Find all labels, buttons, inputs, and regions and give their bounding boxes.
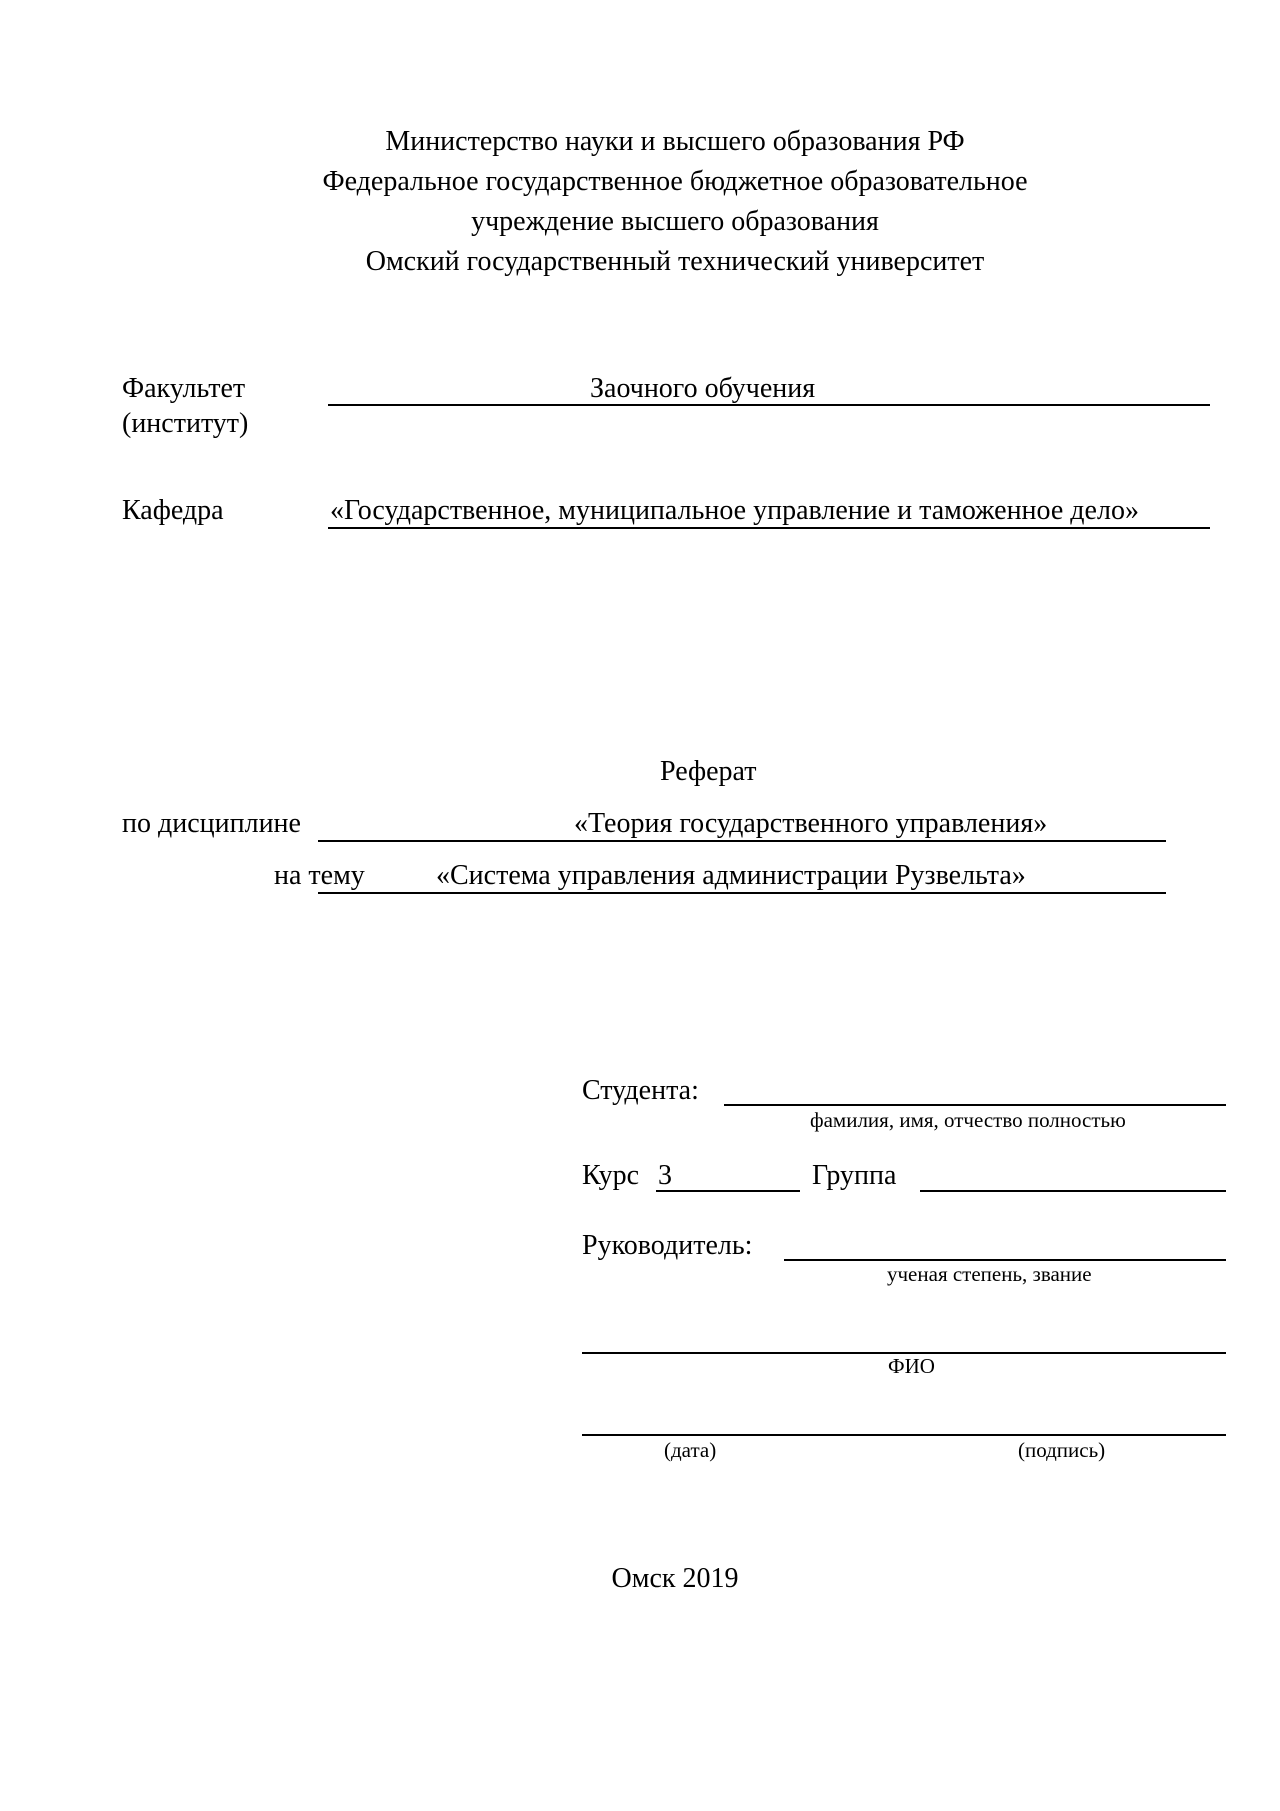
department-underline	[328, 527, 1210, 529]
department-value: «Государственное, муниципальное управление и таможенное дело»	[330, 495, 1139, 526]
supervisor-name-hint: ФИО	[888, 1354, 935, 1378]
institution-type-line: Федеральное государственное бюджетное образовательное	[322, 166, 1028, 197]
work-type-title: Реферат	[660, 756, 757, 787]
supervisor-degree-line	[784, 1259, 1226, 1261]
student-name-line	[724, 1104, 1226, 1106]
course-underline	[656, 1190, 800, 1192]
discipline-label: по дисциплине	[122, 808, 301, 839]
course-value: 3	[658, 1160, 672, 1191]
city-year: Омск 2019	[611, 1563, 739, 1594]
supervisor-degree-hint: ученая степень, звание	[887, 1262, 1092, 1286]
faculty-value: Заочного обучения	[590, 373, 816, 404]
department-label: Кафедра	[122, 495, 224, 526]
topic-underline	[318, 892, 1166, 894]
supervisor-label: Руководитель:	[582, 1230, 753, 1261]
institution-level-line: учреждение высшего образования	[471, 206, 879, 237]
ministry-line: Министерство науки и высшего образования РФ	[385, 126, 965, 157]
student-label: Студента:	[582, 1075, 699, 1106]
student-name-hint: фамилия, имя, отчество полностью	[810, 1108, 1126, 1132]
university-name: Омский государственный технический университет	[365, 246, 985, 277]
discipline-value: «Теория государственного управления»	[574, 808, 1048, 839]
course-label: Курс	[582, 1160, 639, 1191]
discipline-underline	[318, 840, 1166, 842]
signature-hint: (подпись)	[1018, 1438, 1106, 1462]
date-signature-line	[582, 1434, 1226, 1436]
topic-label: на тему	[274, 860, 365, 891]
group-underline	[920, 1190, 1226, 1192]
faculty-underline	[328, 404, 1210, 406]
date-hint: (дата)	[664, 1438, 717, 1462]
group-label: Группа	[812, 1160, 897, 1191]
faculty-label: Факультет	[122, 373, 246, 404]
faculty-label-institute: (институт)	[122, 408, 249, 439]
topic-value: «Система управления администрации Рузвельта»	[436, 860, 1026, 891]
